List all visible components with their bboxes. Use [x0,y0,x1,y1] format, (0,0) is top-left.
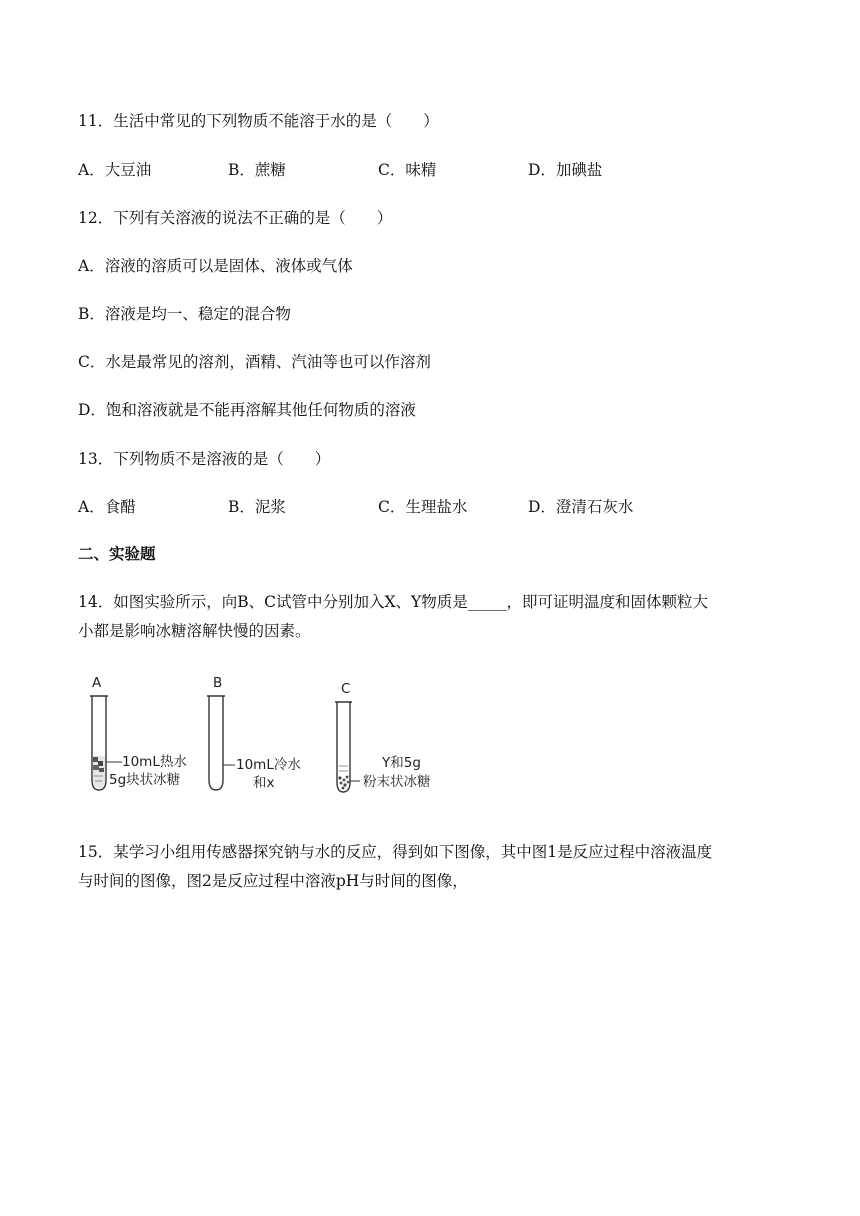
tube-b-label-2: 和x [253,775,275,791]
section-heading: 二、实验题 [78,545,156,563]
test-tube-figure [78,672,478,800]
tube-b-letter: B [213,675,223,691]
question-14-line-1: 14．如图实验所示，向B、C试管中分别加入X、Y物质是_____，即可证明温度和固体颗粒大 [78,593,708,611]
question-11-options [78,159,678,181]
option-a: A．大豆油 [78,161,152,179]
question-11-stem: 11．生活中常见的下列物质不能溶于水的是（ ） [78,112,439,130]
question-12-option-c: C．水是最常见的溶剂，酒精、汽油等也可以作溶剂 [78,353,431,371]
test-tube-b [207,675,301,791]
tube-c-letter: C [341,681,351,697]
question-15-line-1: 15．某学习小组用传感器探究钠与水的反应，得到如下图像，其中图1是反应过程中溶液温度 [78,843,713,861]
option-d: D．澄清石灰水 [528,498,634,516]
tube-c-label-1: Y和5g [382,755,421,771]
option-b: B．蔗糖 [228,161,286,179]
tube-b-label-1: 10mL冷水 [236,757,301,773]
option-c: C．生理盐水 [378,498,468,516]
option-b: B．泥浆 [228,498,286,516]
tube-a-label-2: 5g块状冰糖 [109,772,181,788]
question-12-option-a: A．溶液的溶质可以是固体、液体或气体 [78,257,353,275]
test-tube-a [90,675,187,790]
question-12-option-d: D．饱和溶液就是不能再溶解其他任何物质的溶液 [78,401,416,419]
question-15-line-2: 与时间的图像，图2是反应过程中溶液pH与时间的图像， [78,872,468,890]
question-12-option-b: B．溶液是均一、稳定的混合物 [78,305,291,323]
question-14-line-2: 小都是影响冰糖溶解快慢的因素。 [78,622,311,640]
question-13-stem: 13．下列物质不是溶液的是（ ） [78,450,331,468]
option-a: A．食醋 [78,498,136,516]
tube-a-label-1: 10mL热水 [122,754,187,770]
test-tube-c [335,681,431,792]
option-c: C．味精 [378,161,437,179]
question-13-options [78,496,678,518]
option-d: D．加碘盐 [528,161,603,179]
tube-c-label-2: 粉末状冰糖 [363,774,431,790]
question-12-stem: 12．下列有关溶液的说法不正确的是（ ） [78,209,393,227]
tube-a-letter: A [92,675,102,691]
